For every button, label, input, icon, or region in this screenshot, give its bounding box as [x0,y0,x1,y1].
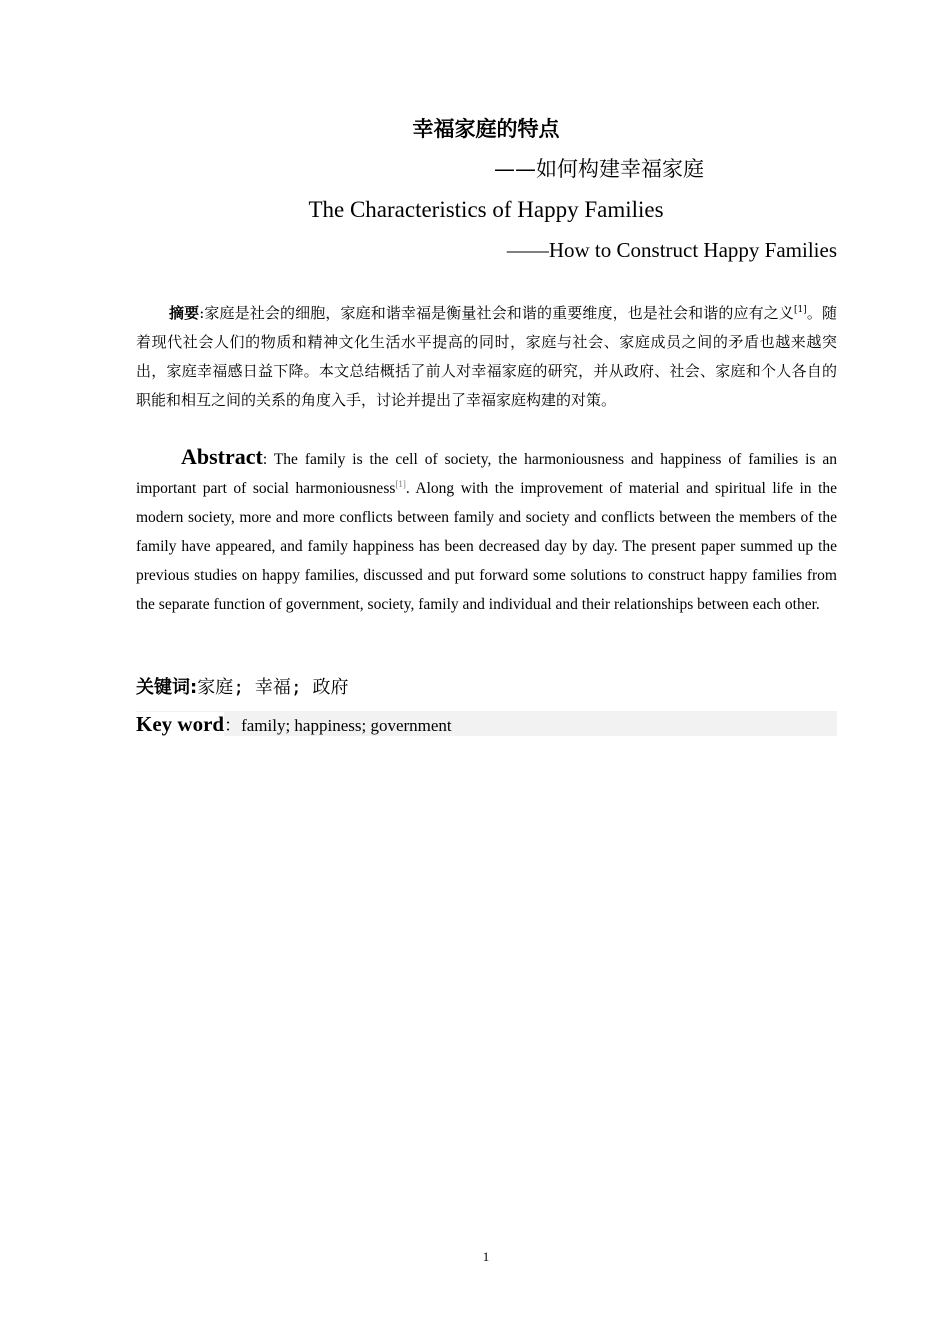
abstract-chinese-label: 摘要 [169,304,200,322]
keywords-english [136,711,837,736]
subtitle-english: ——How to Construct Happy Families [506,238,837,262]
abstract-chinese [136,299,837,415]
keywords-english-value: family; happiness; government [241,716,452,735]
abstract-english-text-2: . Along with the improvement of material and spiritual life in the modern society, more and more conflicts between family and society and conflicts between the members of the family have appeared, and family happiness has been decreased day by day. The present paper summed up the previous studies on happy families, discussed and put forward some solutions to construct happy families from the separate function of government, society, family and individual and their relationships between each other. [136,480,838,613]
page-number: 1 [482,1249,490,1264]
abstract-chinese-text-2: 。随着现代社会人们的物质和精神文化生活水平提高的同时，家庭与社会、家庭成员之间的矛盾也越来越突出，家庭幸福感日益下降。本文总结概括了前人对幸福家庭的研究，并从政府、社会、家庭和个人各自的职能和相互之间的关系的角度入手，讨论并提出了幸福家庭构建的对策。 [136,304,837,409]
citation-reference[interactable]: [1] [395,479,406,489]
citation-reference[interactable]: [1] [793,305,807,315]
keywords-chinese-label: 关键词 [136,677,190,698]
title-chinese: 幸福家庭的特点 [412,117,560,141]
abstract-english-label: Abstract [181,444,263,469]
keywords-chinese-separator: : [190,677,198,698]
abstract-chinese-separator: : [199,304,205,322]
abstract-english-text-1: The family is the cell of society, the harmoniousness and happiness of families is an important part of social harmoniousness [136,451,837,497]
title-english: The Characteristics of Happy Families [308,197,664,222]
abstract-chinese-text-1: 家庭是社会的细胞，家庭和谐幸福是衡量社会和谐的重要维度，也是社会和谐的应有之义 [204,304,794,322]
keywords-english-separator: ： [224,716,242,735]
abstract-english [136,442,837,619]
abstract-english-separator: : [262,451,274,468]
keywords-chinese-value: 家庭; 幸福; 政府 [197,677,349,698]
subtitle-chinese: ——如何构建幸福家庭 [494,157,704,181]
keywords-english-label: Key word [136,712,225,736]
keywords-chinese [136,672,837,703]
